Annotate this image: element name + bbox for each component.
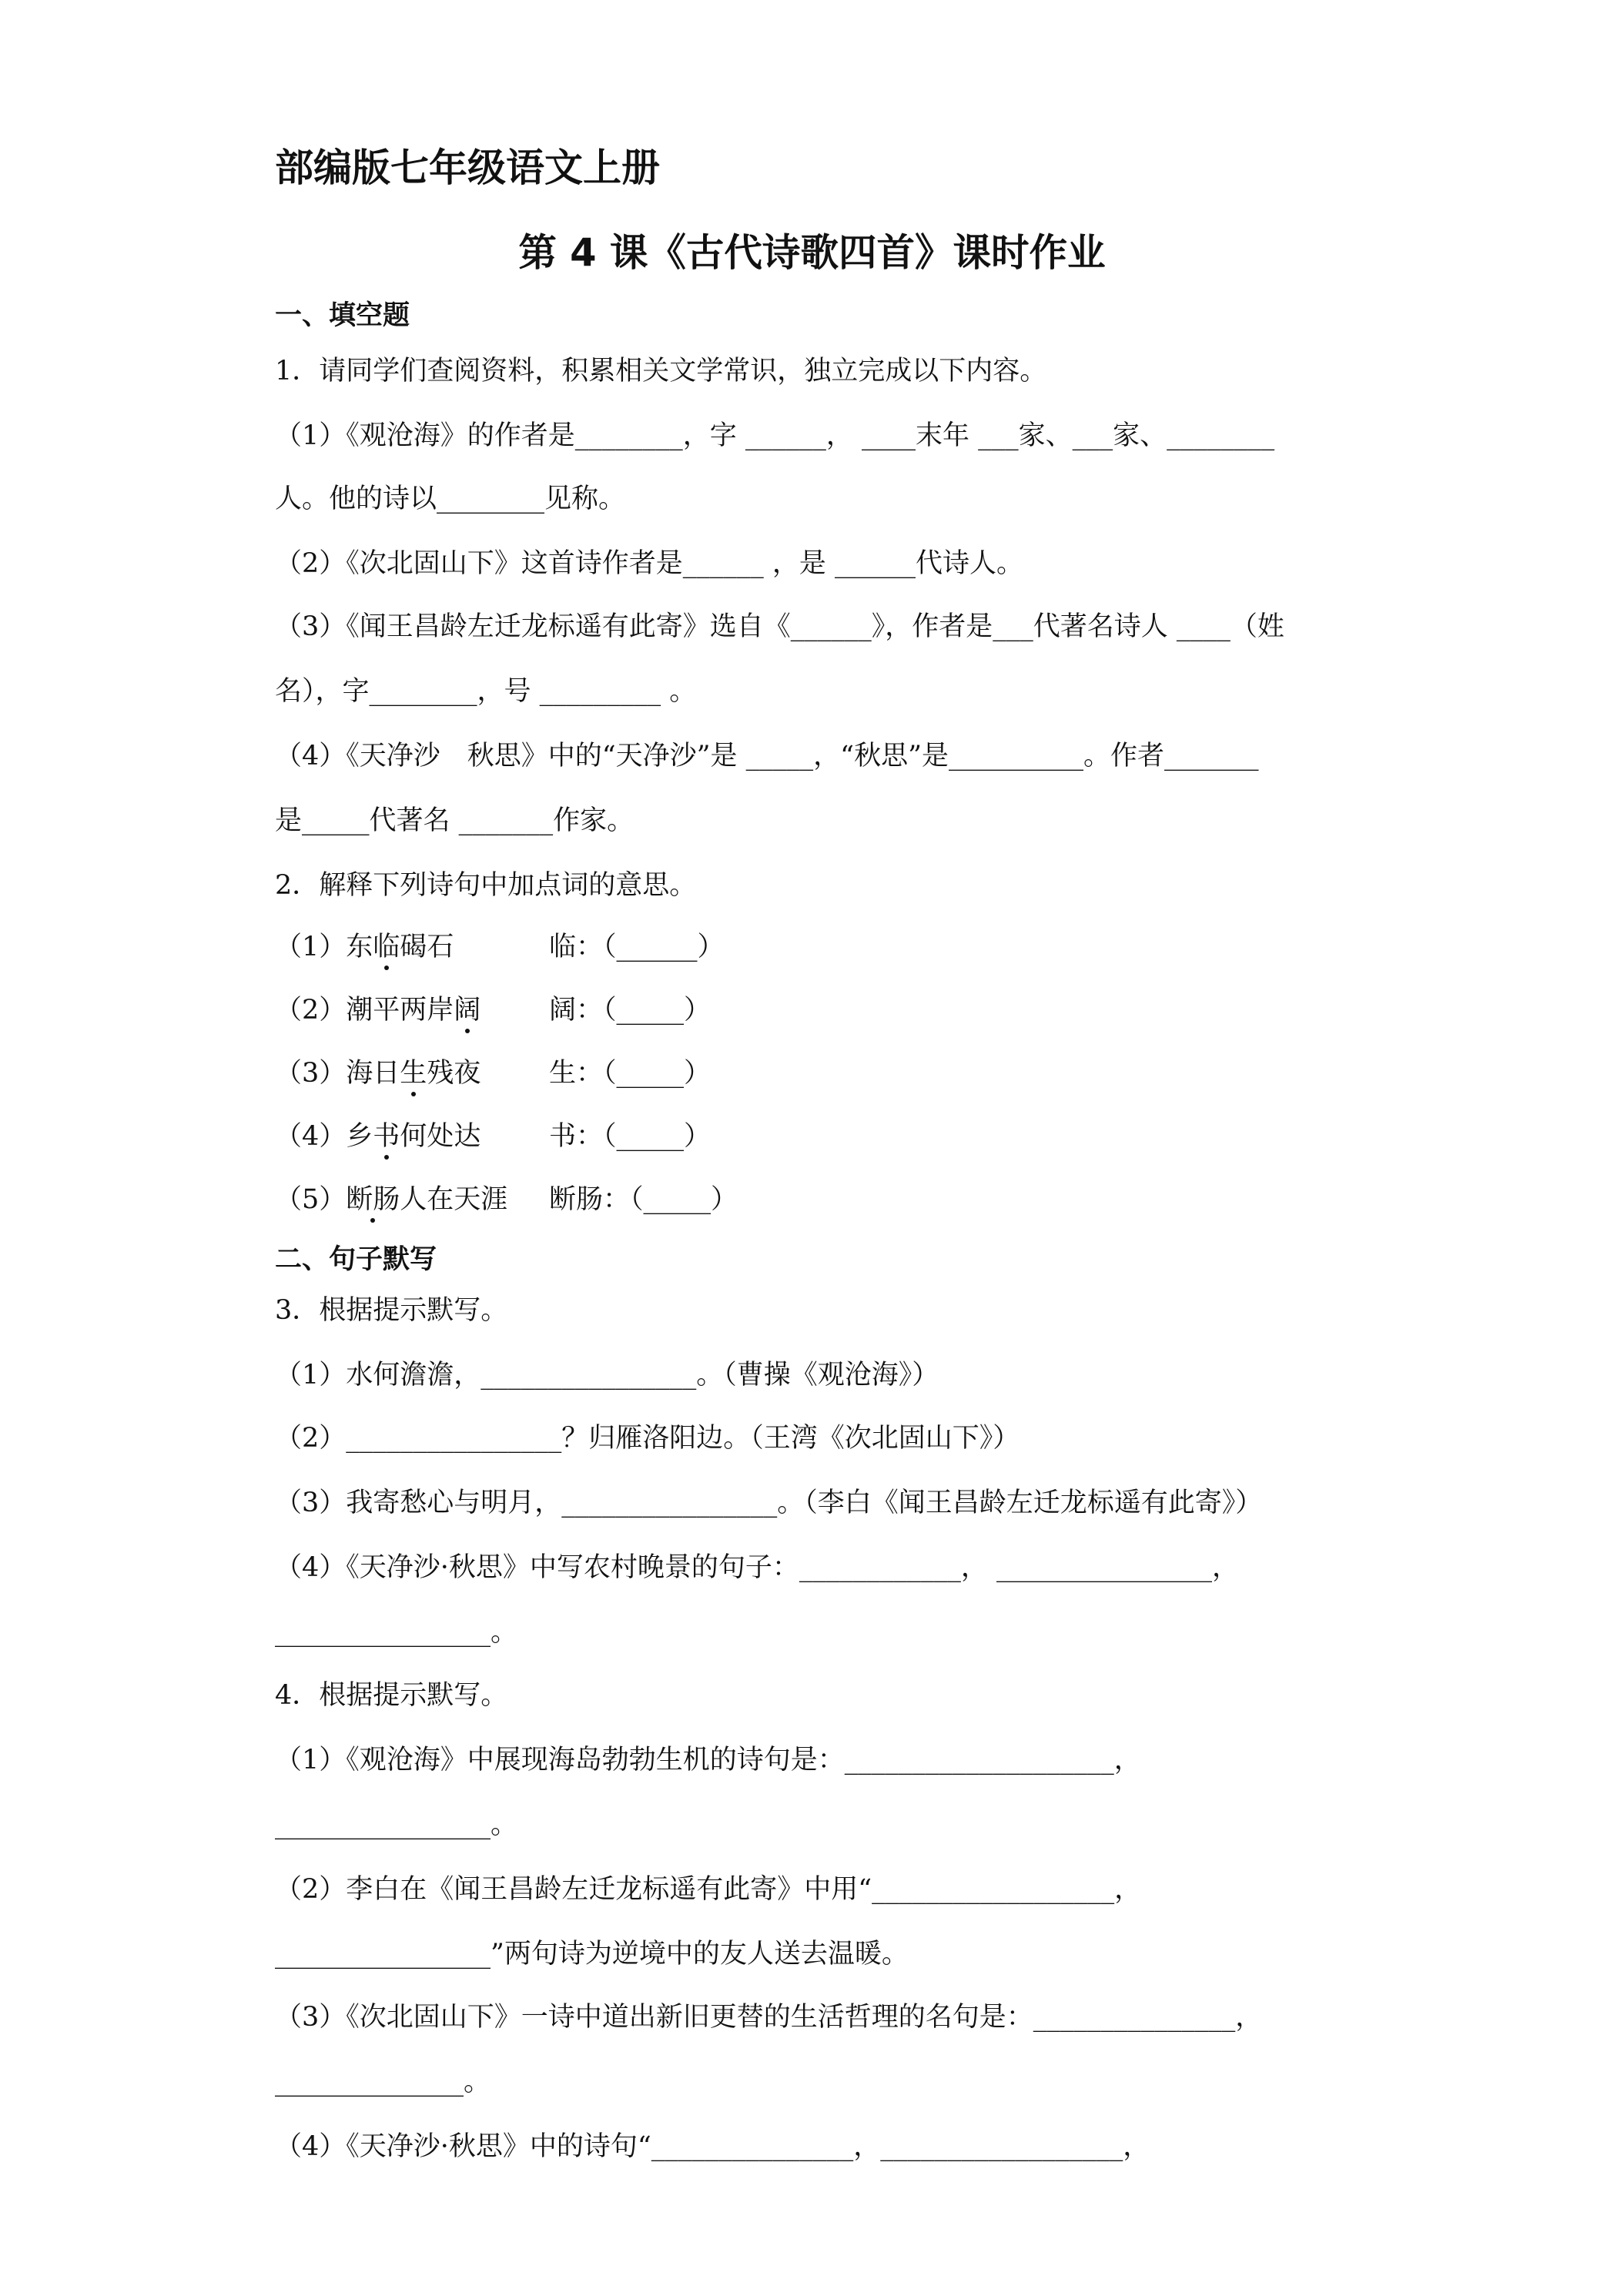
q4-line4a: （4）《天净沙·秋思》中的诗句“_______________，__________________， <box>275 2131 1150 2162</box>
q2-stem: 2．解释下列诗句中加点词的意思。 <box>275 870 697 901</box>
q2-dotted-word: 临 <box>373 932 400 962</box>
q4-line2a: （2）李白在《闻王昌龄左迁龙标遥有此寄》中用“__________________， <box>275 1874 1142 1905</box>
q2-item-4 <box>275 1120 481 1153</box>
q2-dotted-word: 阔 <box>454 995 481 1026</box>
q2-item-text-post: 残夜 <box>427 1058 481 1089</box>
q2-item-5 <box>275 1183 507 1217</box>
q2-item-2 <box>275 993 481 1027</box>
q2-item-5-gloss: 断肠：（_____） <box>549 1184 738 1215</box>
q2-item-text-post: 人在天涯 <box>400 1184 508 1215</box>
lesson-title: 第 4 课《古代诗歌四首》课时作业 <box>518 230 1106 275</box>
q2-item-text-post: 碣石 <box>400 932 454 962</box>
q1-part3-line2: 名），字________，号 _________ 。 <box>275 676 697 707</box>
q2-item-4-gloss: 书：（_____） <box>549 1121 712 1152</box>
q3-line4a: （4）《天净沙·秋思》中写农村晚景的句子：____________， ________________， <box>275 1552 1240 1583</box>
q2-item-3-gloss: 生：（_____） <box>549 1058 712 1089</box>
q2-item-num: （4） <box>275 1121 347 1152</box>
q4-line3a: （3）《次北固山下》一诗中道出新旧更替的生活哲理的名句是：_______________， <box>275 2002 1263 2033</box>
q2-item-text-pre: 海日 <box>346 1058 400 1089</box>
q1-part4-line2: 是_____代著名 _______作家。 <box>275 805 635 836</box>
q2-item-1 <box>275 930 454 964</box>
q3-line1: （1）水何澹澹，________________。（曹操《观沧海》） <box>275 1360 939 1391</box>
q2-item-text-post: 何处达 <box>400 1121 481 1152</box>
q2-dotted-word: 书 <box>373 1121 400 1152</box>
q1-part3-line1: （3）《闻王昌龄左迁龙标遥有此寄》选自《______》，作者是___代著名诗人 ____（姓 <box>275 611 1284 642</box>
q4-line2b: ________________”两句诗为逆境中的友人送去温暖。 <box>275 1939 909 1970</box>
q2-item-3 <box>275 1056 481 1090</box>
q2-item-1-gloss: 临：（______） <box>549 932 725 962</box>
section-2-title: 二、句子默写 <box>275 1244 437 1275</box>
q3-line4b: ________________。 <box>275 1617 518 1648</box>
q4-line1b: ________________。 <box>275 1809 518 1840</box>
q1-part1-line2: 人。他的诗以________见称。 <box>275 484 626 514</box>
q1-part1-line1: （1）《观沧海》的作者是________，字 ______， ____末年 ___家、___家、________ <box>275 420 1275 451</box>
q2-dotted-word: 断肠 <box>346 1184 400 1215</box>
q2-item-text-pre: 东 <box>346 932 373 962</box>
q2-item-num: （5） <box>275 1184 347 1215</box>
q4-line3b: ______________。 <box>275 2067 491 2097</box>
q3-stem: 3．根据提示默写。 <box>275 1295 508 1326</box>
q1-part2: （2）《次北固山下》这首诗作者是______ ，是 ______代诗人。 <box>275 548 1024 579</box>
book-title: 部编版七年级语文上册 <box>275 146 660 190</box>
q4-line1a: （1）《观沧海》中展现海岛勃勃生机的诗句是：____________________， <box>275 1745 1141 1776</box>
q4-stem: 4．根据提示默写。 <box>275 1680 508 1711</box>
q2-item-text-pre: 潮平两岸 <box>346 995 454 1026</box>
q2-item-text-pre: 乡 <box>346 1121 373 1152</box>
section-1-title: 一、填空题 <box>275 300 410 331</box>
q2-dotted-word: 生 <box>400 1058 427 1089</box>
q2-item-num: （1） <box>275 932 347 962</box>
q2-item-2-gloss: 阔：（_____） <box>549 995 712 1026</box>
q3-line3: （3）我寄愁心与明月，________________。（李白《闻王昌龄左迁龙标遥有此寄》） <box>275 1488 1263 1518</box>
q1-part4-line1: （4）《天净沙 秋思》中的“天净沙”是 _____，“秋思”是__________。作者_______ <box>275 741 1259 771</box>
q2-item-num: （3） <box>275 1058 347 1089</box>
q3-line2: （2）________________？归雁洛阳边。（王湾《次北固山下》） <box>275 1423 1020 1454</box>
q2-item-num: （2） <box>275 995 347 1026</box>
q1-stem: 1．请同学们查阅资料，积累相关文学常识，独立完成以下内容。 <box>275 356 1047 387</box>
